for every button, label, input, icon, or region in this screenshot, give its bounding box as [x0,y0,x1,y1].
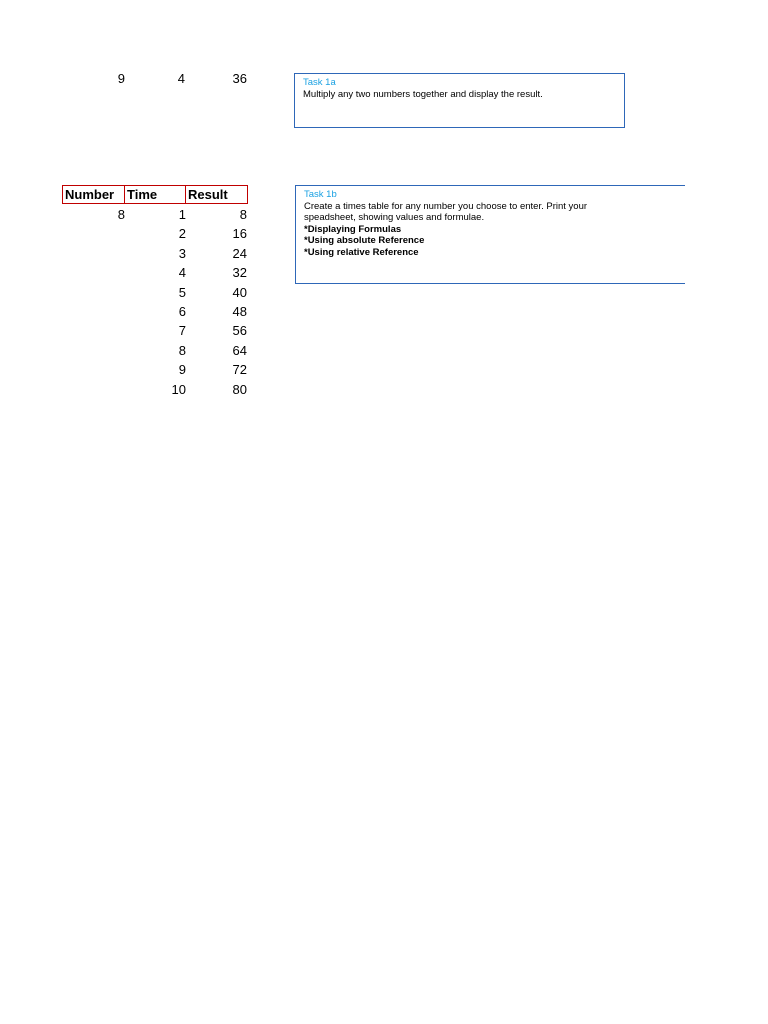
task1a-title: Task 1a [303,77,336,88]
time-cell: 10 [171,381,186,397]
table-row [62,302,248,321]
table-row [62,283,248,302]
time-cell: 5 [178,284,186,300]
result-cell: 48 [232,303,247,319]
result-cell: 40 [232,284,247,300]
task1b-bullet-relative: *Using relative Reference [304,246,419,258]
table-row [62,321,248,340]
time-cell: 6 [178,303,186,319]
task1a-text: Multiply any two numbers together and display the result. [303,88,543,100]
table-row [62,224,248,243]
header-result: Result [185,185,248,204]
table-row [62,263,248,282]
result-cell: 32 [232,265,247,281]
task1a-number-a: 9 [117,71,125,86]
header-number: Number [62,185,125,204]
table-row [62,360,248,379]
table-row [62,244,248,263]
result-cell: 24 [232,245,247,261]
result-cell: 56 [232,323,247,339]
time-cell: 2 [178,226,186,242]
result-cell: 8 [239,207,247,222]
time-cell: 1 [178,207,186,222]
time-cell: 8 [178,342,186,358]
task1a-number-b: 4 [177,71,185,86]
task1b-bullet-formulas: *Displaying Formulas [304,223,402,235]
task1a-box [294,73,625,128]
result-cell: 64 [232,342,247,358]
time-cell: 7 [178,323,186,339]
result-cell: 72 [232,362,247,378]
number-cell: 8 [117,207,125,222]
table-row [62,341,248,360]
task1b-line2: speadsheet, showing values and formulae. [304,212,485,223]
table-row [62,205,248,224]
task1b-title: Task 1b [304,189,337,200]
time-cell: 9 [178,362,186,378]
task1a-result: 36 [232,71,247,86]
header-time: Time [124,185,186,204]
table-row [62,380,248,399]
task1b-line1: Create a times table for any number you choose to enter. Print your [304,200,588,212]
time-cell: 3 [178,245,186,261]
task1b-box [295,185,685,284]
time-cell: 4 [178,265,186,281]
times-table [62,205,248,399]
task1b-bullet-absolute: *Using absolute Reference [304,235,425,246]
result-cell: 80 [232,381,247,397]
result-cell: 16 [232,226,247,242]
